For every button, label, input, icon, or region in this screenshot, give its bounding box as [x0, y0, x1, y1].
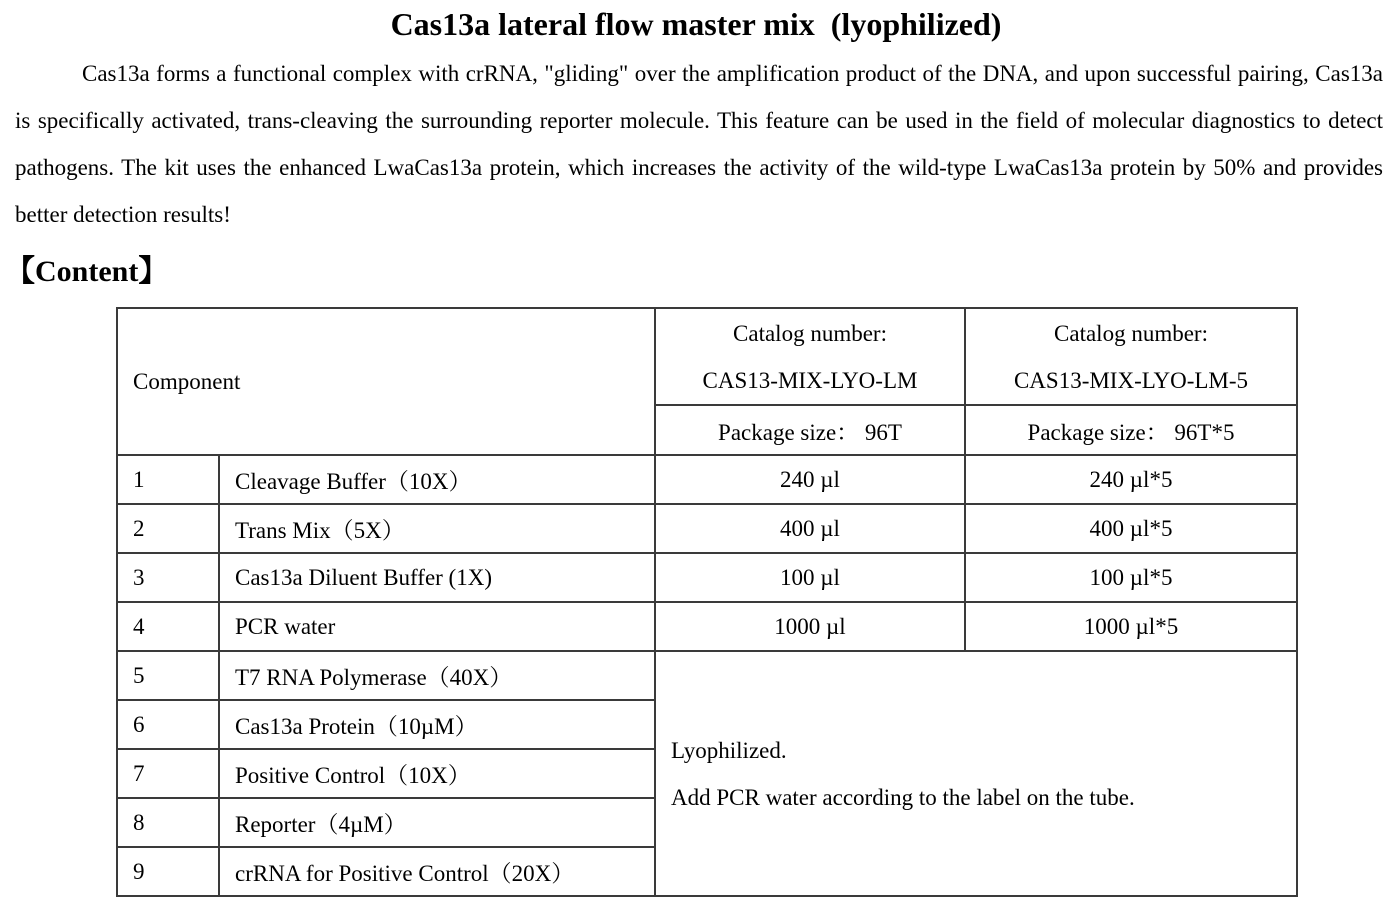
catalog-header-2 [965, 308, 1297, 405]
component-name: Cas13a Protein（10µM） [219, 700, 655, 749]
lyophilized-note-line-1: Lyophilized. [671, 737, 787, 763]
component-name: Cleavage Buffer（10X） [219, 455, 655, 504]
catalog-label-1: Catalog number: [733, 320, 887, 346]
quantity-96t: 240 µl [655, 455, 965, 504]
row-number: 2 [117, 504, 219, 553]
row-number: 9 [117, 847, 219, 896]
component-name: T7 RNA Polymerase（40X） [219, 651, 655, 700]
quantity-96t: 1000 µl [655, 602, 965, 651]
row-number: 4 [117, 602, 219, 651]
quantity-96t: 100 µl [655, 553, 965, 602]
table-header-row [117, 308, 1297, 405]
quantity-96t: 400 µl [655, 504, 965, 553]
row-number: 3 [117, 553, 219, 602]
catalog-number-2: CAS13-MIX-LYO-LM-5 [1013, 367, 1249, 393]
row-number: 1 [117, 455, 219, 504]
lyophilized-note-line-2: Add PCR water according to the label on the tube. [671, 784, 1135, 810]
quantity-96t-x5: 100 µl*5 [965, 553, 1297, 602]
content-table [116, 307, 1298, 897]
table-row [117, 504, 1297, 553]
package-size-1: Package size： 96T [655, 405, 965, 455]
quantity-96t-x5: 240 µl*5 [965, 455, 1297, 504]
table-row [117, 455, 1297, 504]
row-number: 8 [117, 798, 219, 847]
component-name: Cas13a Diluent Buffer (1X) [219, 553, 655, 602]
row-number: 5 [117, 651, 219, 700]
component-header: Component [117, 308, 655, 455]
catalog-number-1: CAS13-MIX-LYO-LM [702, 367, 918, 393]
component-name: Positive Control（10X） [219, 749, 655, 798]
component-name: Trans Mix（5X） [219, 504, 655, 553]
row-number: 7 [117, 749, 219, 798]
catalog-header-1 [655, 308, 965, 405]
catalog-label-2: Catalog number: [1054, 320, 1208, 346]
content-section-heading: 【Content】 [5, 255, 169, 288]
row-number: 6 [117, 700, 219, 749]
page-title: Cas13a lateral flow master mix (lyophilized) [390, 6, 1002, 42]
component-name: Reporter（4µM） [219, 798, 655, 847]
table-row [117, 651, 1297, 700]
lyophilized-note [655, 651, 1297, 896]
intro-paragraph: Cas13a forms a functional complex with crRNA, "gliding" over the amplification product of the DNA, and upon successful pairing, Cas13a is specifically activated, trans-cleaving the surrounding reporter molecule. This feature can be used in the field of molecular diagnostics to detect pathogens. The kit uses the enhanced LwaCas13a protein, which increases the activity of the wild-type LwaCas13a protein by 50% and provides better detection results! [15, 61, 1383, 227]
table-row [117, 553, 1297, 602]
component-name: crRNA for Positive Control（20X） [219, 847, 655, 896]
quantity-96t-x5: 1000 µl*5 [965, 602, 1297, 651]
quantity-96t-x5: 400 µl*5 [965, 504, 1297, 553]
table-row [117, 602, 1297, 651]
component-name: PCR water [219, 602, 655, 651]
package-size-2: Package size： 96T*5 [965, 405, 1297, 455]
